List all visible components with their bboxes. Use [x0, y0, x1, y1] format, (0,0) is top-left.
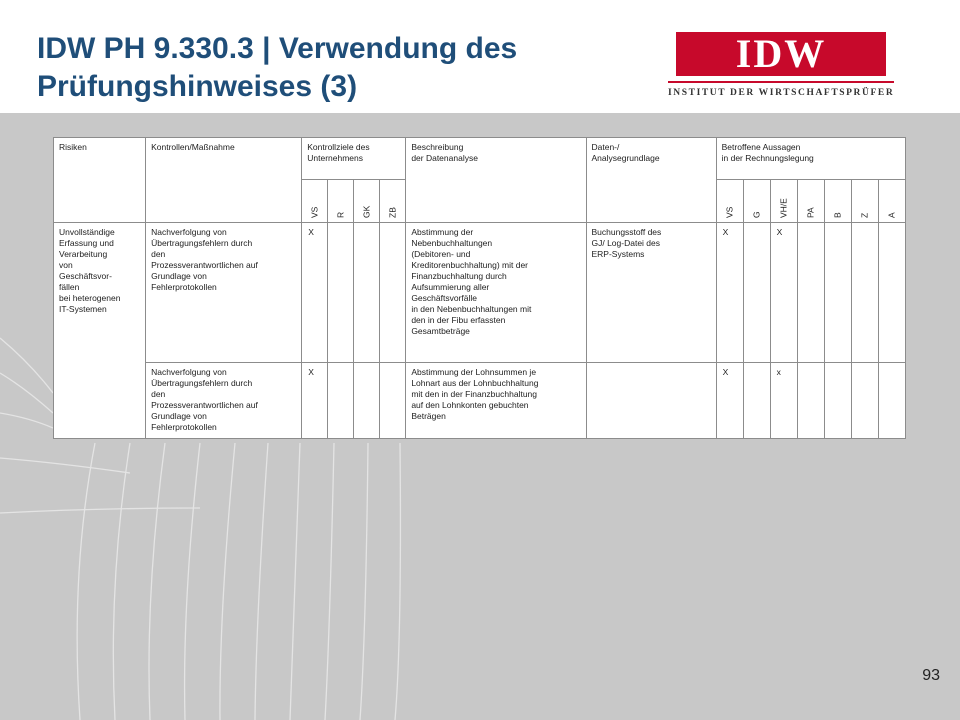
subheader-kz-gk: GK — [354, 180, 380, 223]
subheader-aussage-vs: VS — [716, 180, 743, 223]
cell-kz-r — [328, 223, 354, 363]
subheader-kz-r: R — [328, 180, 354, 223]
logo-underline — [668, 81, 894, 83]
page-number: 93 — [922, 667, 940, 684]
cell-aussage-vs: X — [716, 223, 743, 363]
header-kontrollziele: Kontrollziele des Unternehmens — [302, 138, 406, 180]
cell-aussage-pa — [797, 363, 824, 439]
header-beschreibung: Beschreibung der Datenanalyse — [406, 138, 586, 223]
subheader-aussage-a: A — [878, 180, 905, 223]
idw-logo — [668, 30, 894, 108]
cell-aussage-g — [743, 223, 770, 363]
analysis-table-container — [53, 137, 906, 439]
cell-kz-r — [328, 363, 354, 439]
cell-daten: Buchungsstoff des GJ/ Log-Datei des ERP-Systems — [586, 223, 716, 363]
cell-aussage-a — [878, 363, 905, 439]
cell-aussage-b — [824, 363, 851, 439]
cell-kontrolle: Nachverfolgung von Übertragungsfehlern durch den Prozessverantwortlichen auf Grundlage von Fehlerprotokollen — [146, 223, 302, 363]
cell-beschreibung: Abstimmung der Lohnsummen je Lohnart aus der Lohnbuchhaltung mit den in der Finanzbuchhaltung auf den Lohnkonten gebuchten Beträgen — [406, 363, 586, 439]
cell-kz-gk — [354, 223, 380, 363]
cell-beschreibung: Abstimmung der Nebenbuchhaltungen (Debitoren- und Kreditorenbuchhaltung) mit der Finanzbuchhaltung durch Aufsummierung aller Geschäftsvorfälle in den Nebenbuchhaltungen mit den in der Fibu erfassten Gesamtbeträge — [406, 223, 586, 363]
subheader-aussage-b: B — [824, 180, 851, 223]
logo-subtitle: INSTITUT DER WIRTSCHAFTSPRÜFER — [668, 88, 895, 98]
cell-risiko: Unvollständige Erfassung und Verarbeitung von Geschäftsvor- fällen bei heterogenen IT-Systemen — [54, 223, 146, 439]
cell-aussage-b — [824, 223, 851, 363]
slide-title: IDW PH 9.330.3 | Verwendung des Prüfungshinweises (3) — [37, 32, 518, 103]
header-aussagen: Betroffene Aussagen in der Rechnungslegung — [716, 138, 905, 180]
header-daten: Daten-/ Analysegrundlage — [586, 138, 716, 223]
slide-content-area — [0, 113, 960, 720]
subheader-aussage-g: G — [743, 180, 770, 223]
subheader-aussage-z: Z — [851, 180, 878, 223]
cell-kz-vs: X — [302, 363, 328, 439]
subheader-aussage-vhe: VH/E — [770, 180, 797, 223]
cell-aussage-vhe: X — [770, 223, 797, 363]
table-row — [54, 363, 906, 439]
cell-aussage-z — [851, 363, 878, 439]
cell-aussage-a — [878, 223, 905, 363]
cell-aussage-vs: X — [716, 363, 743, 439]
cell-kz-gk — [354, 363, 380, 439]
cell-kz-zb — [380, 223, 406, 363]
cell-aussage-pa — [797, 223, 824, 363]
cell-aussage-g — [743, 363, 770, 439]
table-row — [54, 223, 906, 363]
subheader-kz-vs: VS — [302, 180, 328, 223]
subheader-aussage-pa: PA — [797, 180, 824, 223]
analysis-table — [53, 137, 906, 439]
cell-aussage-z — [851, 223, 878, 363]
subheader-kz-zb: ZB — [380, 180, 406, 223]
cell-kz-zb — [380, 363, 406, 439]
cell-aussage-vhe: x — [770, 363, 797, 439]
cell-kontrolle: Nachverfolgung von Übertragungsfehlern durch den Prozessverantwortlichen auf Grundlage von Fehlerprotokollen — [146, 363, 302, 439]
cell-kz-vs: X — [302, 223, 328, 363]
header-kontrollen: Kontrollen/Maßnahme — [146, 138, 302, 223]
header-risiken: Risiken — [54, 138, 146, 223]
logo-text: IDW — [735, 31, 827, 76]
cell-daten — [586, 363, 716, 439]
